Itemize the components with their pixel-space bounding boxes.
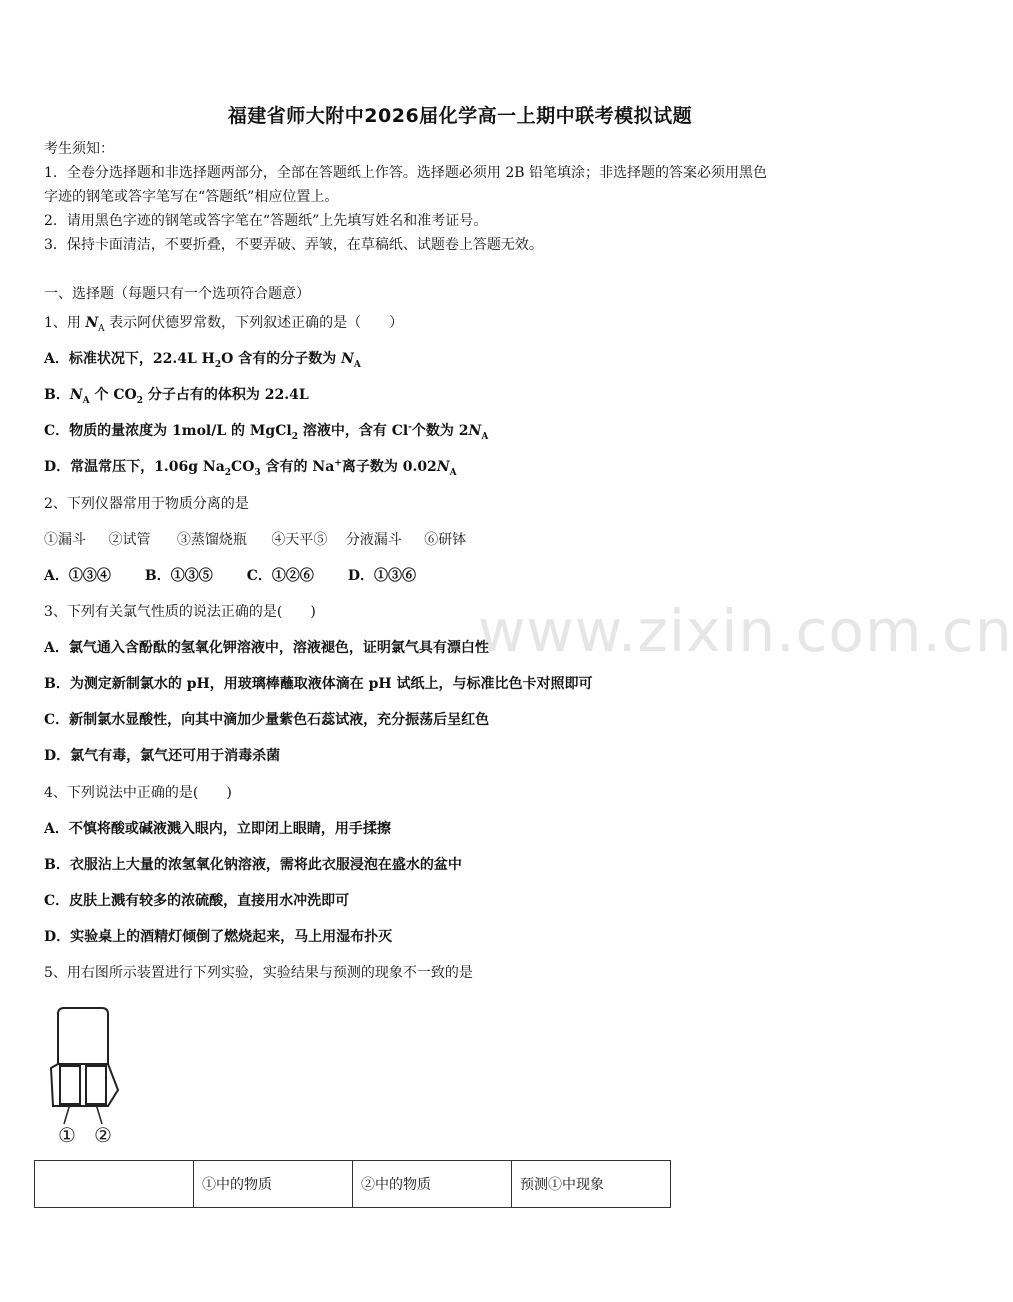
notice-item-1b: 字迹的钢笔或答字笔写在“答题纸”相应位置上。	[44, 189, 339, 205]
table-header-cell: 预测①中现象	[512, 1161, 671, 1208]
q2-item: ①漏斗	[44, 532, 86, 548]
apparatus-label-1: ①	[58, 1123, 76, 1147]
q1-option-b: B．$N_A$ 个 $CO_2$ 分子占有的体积为 22.4L	[44, 387, 309, 406]
q4-option-b: B．衣服沾上大量的浓氢氧化钠溶液，需将此衣服浸泡在盛水的盆中	[44, 857, 462, 873]
notice-item-2: 2．请用黑色字迹的钢笔或答字笔在“答题纸”上先填写姓名和准考证号。	[44, 213, 488, 229]
q3-option-c: C．新制氯水显酸性，向其中滴加少量紫色石蕊试液，充分振荡后呈红色	[44, 712, 490, 728]
apparatus-diagram	[48, 1006, 138, 1148]
q4-option-a: A．不慎将酸或碱液溅入眼内，立即闭上眼睛，用手揉擦	[44, 821, 391, 837]
q2-options	[44, 566, 416, 586]
q2-item: ③蒸馏烧瓶	[176, 532, 247, 548]
table-header-cell	[35, 1161, 194, 1208]
notice-item-3: 3．保持卡面清洁，不要折叠，不要弄破、弄皱，在草稿纸、试题卷上答题无效。	[44, 237, 543, 253]
q2-items	[44, 530, 466, 550]
q2-option-b: B．①③⑤	[144, 568, 213, 584]
q2-item: ②试管	[108, 532, 151, 548]
notice-item-1a: 1．全卷分选择题和非选择题两部分，全部在答题纸上作答。选择题必须用 2B 铅笔填涂；非选择题的答案必须用黑色	[44, 165, 767, 181]
notice-heading: 考生须知：	[44, 141, 114, 157]
experiment-table	[34, 1160, 671, 1208]
q3-stem: 3、下列有关氯气性质的说法正确的是( )	[44, 604, 316, 620]
apparatus-label-2: ②	[94, 1123, 112, 1147]
table-header-cell: ②中的物质	[353, 1161, 512, 1208]
q2-option-c: C．①②⑥	[246, 568, 314, 584]
q3-option-b: B．为测定新制氯水的 pH，用玻璃棒蘸取液体滴在 pH 试纸上，与标准比色卡对照即可	[44, 676, 593, 692]
page-title: 福建省师大附中2026届化学高一上期中联考模拟试题	[227, 105, 693, 127]
q2-stem: 2、下列仪器常用于物质分离的是	[44, 496, 249, 512]
q3-option-d: D．氯气有毒，氯气还可用于消毒杀菌	[44, 748, 281, 764]
table-header-cell: ①中的物质	[194, 1161, 353, 1208]
q3-option-a: A．氯气通入含酚酞的氢氧化钾溶液中，溶液褪色，证明氯气具有漂白性	[44, 640, 489, 656]
section-heading: 一、选择题（每题只有一个选项符合题意）	[44, 286, 310, 302]
table-row	[35, 1161, 671, 1208]
q2-item: ⑥研钵	[424, 532, 467, 548]
watermark: www.zixin.com.cn	[478, 597, 1013, 665]
q1-option-c: C．物质的量浓度为 1mol/L 的 MgCl$_2$ 溶液中，含有 Cl-个数为 $2N_A$	[44, 422, 489, 442]
q1-stem: 1、用 $N_A$ 表示阿伏德罗常数，下列叙述正确的是（ ）	[44, 315, 404, 334]
q5-stem: 5、用右图所示装置进行下列实验，实验结果与预测的现象不一致的是	[44, 965, 473, 981]
q2-item: 分液漏斗	[345, 532, 402, 548]
q4-option-d: D．实验桌上的酒精灯倾倒了燃烧起来，马上用湿布扑灭	[44, 929, 393, 945]
q4-option-c: C．皮肤上溅有较多的浓硫酸，直接用水冲洗即可	[44, 893, 350, 909]
q4-stem: 4、下列说法中正确的是( )	[44, 785, 232, 801]
q1-option-d: D．常温常压下，1.06g $Na_2CO_3$ 含有的 Na+离子数为 $0.02N_A$	[44, 458, 457, 478]
q2-option-d: D．①③⑥	[347, 568, 417, 584]
q2-item: ④天平⑤	[271, 532, 328, 548]
q2-option-a: A．①③④	[44, 568, 111, 584]
q1-option-a: A．标准状况下，22.4L $H_2O$ 含有的分子数为 $N_A$	[44, 351, 361, 370]
